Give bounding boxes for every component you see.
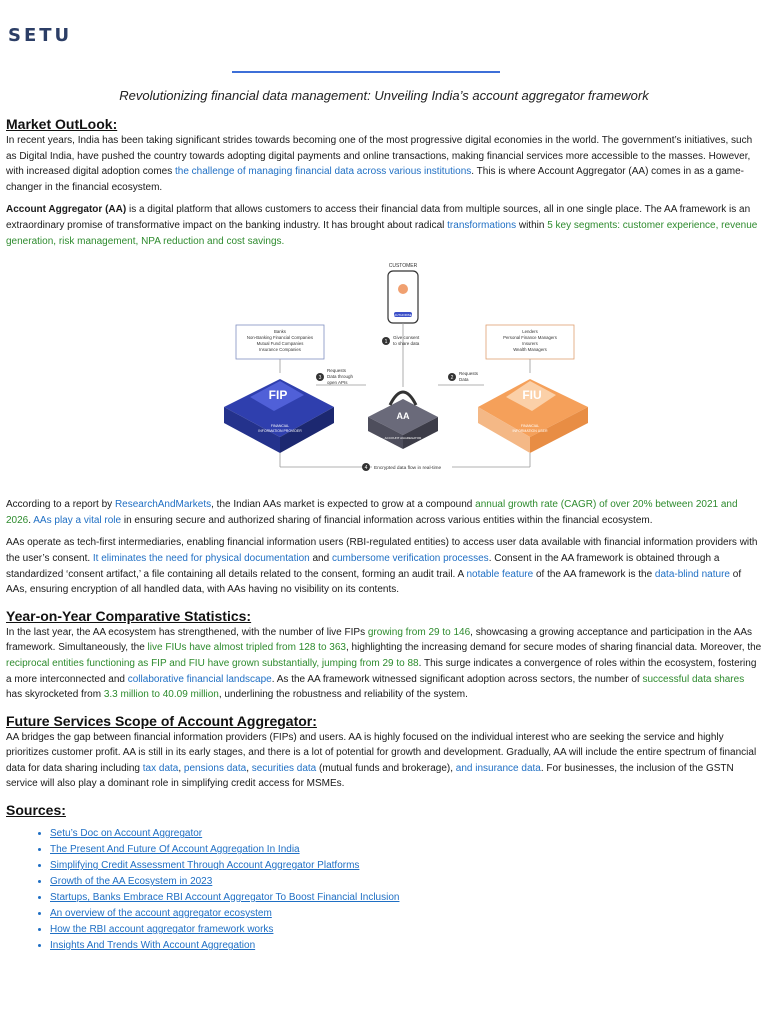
source-item[interactable]: • How the RBI account aggregator framework works bbox=[50, 922, 762, 938]
svg-text:Banks: Banks bbox=[274, 329, 286, 335]
svg-text:2: 2 bbox=[450, 375, 454, 382]
svg-text:AUTHORISE: AUTHORISE bbox=[394, 313, 412, 318]
svg-text:FINANCIAL: FINANCIAL bbox=[270, 424, 290, 429]
inline-link[interactable]: cumbersome verification processes bbox=[331, 552, 489, 564]
document-body bbox=[6, 116, 762, 954]
source-item[interactable]: • Insights And Trends With Account Aggregation bbox=[50, 938, 762, 954]
svg-text:Non-Banking Financial Companie: Non-Banking Financial Companies bbox=[246, 335, 314, 341]
sources-heading: Sources: bbox=[6, 802, 66, 819]
inline-link[interactable]: and insurance data bbox=[455, 762, 541, 774]
svg-text:ACCOUNT AGGREGATOR: ACCOUNT AGGREGATOR bbox=[384, 436, 422, 441]
inline-link[interactable]: pensions data bbox=[183, 762, 247, 774]
svg-text:Encrypted data flow in real-ti: Encrypted data flow in real-time bbox=[374, 466, 442, 472]
svg-text:1: 1 bbox=[384, 339, 388, 346]
page-subtitle: Revolutionizing financial data management: Unveiling India’s account aggregator framework bbox=[119, 88, 649, 103]
svg-text:Data through: Data through bbox=[327, 374, 354, 380]
market-heading: Market OutLook: bbox=[6, 116, 118, 132]
sources-list bbox=[6, 826, 762, 954]
svg-text:Requests: Requests bbox=[327, 368, 347, 374]
inline-link[interactable]: ResearchAndMarkets bbox=[114, 499, 212, 511]
aa-framework-diagram bbox=[216, 257, 596, 485]
yoy-heading: Year-on-Year Comparative Statistics: bbox=[6, 607, 252, 624]
svg-text:FINANCIAL: FINANCIAL bbox=[520, 424, 540, 429]
svg-text:to share data: to share data bbox=[393, 341, 420, 347]
fip-label: FIP bbox=[268, 388, 288, 403]
source-item[interactable]: • Simplifying Credit Assessment Through Account Aggregator Platforms bbox=[50, 858, 762, 874]
svg-text:INFORMATION USER: INFORMATION USER bbox=[512, 429, 548, 434]
header-rule bbox=[232, 71, 500, 73]
market-paragraph-2: Account Aggregator (AA) is a digital platform that allows customers to access their financial data from multiple sources, all in one single place. The AA framework is an extraordinary promise of transformative impact on the banking industry. It has brought about radical transformations within 5 key segments: customer experience, revenue generation, risk management, NPA reduction and cost savings. bbox=[6, 204, 758, 247]
svg-text:4: 4 bbox=[364, 465, 368, 472]
user-icon bbox=[398, 284, 408, 294]
report-paragraph-2: AAs operate as tech-first intermediaries, enabling financial information users (RBI-regulated entities) to access user data available with financial information providers with the user’s consent. It eliminates the need for physical documentation and cumbersome verification processes. Consent in the AA framework is obtained through a standardized ‘consent artifact,’ a file containing all details related to the consent, forming an audit trail. A notable feature of the AA framework is the data-blind nature of AAs, ensuring encryption of all handled data, with AAs having no visibility on its contents. bbox=[6, 537, 758, 596]
svg-text:Insurers: Insurers bbox=[522, 341, 538, 347]
inline-link[interactable]: collaborative financial landscape bbox=[127, 673, 272, 685]
svg-text:Lenders: Lenders bbox=[522, 329, 538, 335]
svg-text:Wealth Managers: Wealth Managers bbox=[513, 347, 547, 353]
source-item[interactable]: • Growth of the AA Ecosystem in 2023 bbox=[50, 874, 762, 890]
source-item[interactable]: • Startups, Banks Embrace RBI Account Aggregator To Boost Financial Inclusion bbox=[50, 890, 762, 906]
inline-link[interactable]: data-blind nature bbox=[654, 568, 730, 580]
source-item[interactable]: • The Present And Future Of Account Aggregation In India bbox=[50, 842, 762, 858]
yoy-paragraph: In the last year, the AA ecosystem has strengthened, with the number of live FIPs growing from 29 to 146, showcasing a growing acceptance and participation in the AAs framework. Simultaneously, the live FIUs have almost tripled from 128 to 363, highlighting the increasing demand for secure modes of sharing financial data. Moreover, the reciprocal entities functioning as FIP and FIU have grown substantially, jumping from 29 to 88. This surge indicates a convergence of roles within the ecosystem, fostering a more interconnected and collaborative financial landscape. As the AA framework witnessed significant adoption across sectors, the number of successful data shares has skyrocketed from 3.3 million to 40.09 million, underlining the robustness and reliability of the system. bbox=[6, 626, 762, 701]
highlight-text: 5 key segments: customer experience, revenue generation, risk management, NPA reduction and cost savings. bbox=[6, 219, 758, 247]
inline-link[interactable]: AAs play a vital role bbox=[33, 514, 122, 526]
source-item[interactable]: • An overview of the account aggregator ecosystem bbox=[50, 906, 762, 922]
future-heading: Future Services Scope of Account Aggregator: bbox=[6, 712, 317, 729]
source-item[interactable]: • Setu’s Doc on Account Aggregator bbox=[50, 826, 762, 842]
report-paragraph-1: According to a report by ResearchAndMarkets, the Indian AAs market is expected to grow at a compound annual growth rate (CAGR) of over 20% between 2021 and 2026. AAs play a vital role in ensuring secure and authorized sharing of financial information across various entities within the financial ecosystem. bbox=[6, 499, 738, 526]
svg-text:Requests: Requests bbox=[459, 371, 479, 377]
svg-text:open APIs: open APIs bbox=[327, 380, 348, 386]
svg-text:3: 3 bbox=[318, 375, 322, 382]
future-paragraph: AA bridges the gap between financial information providers (FIPs) and users. AA is highly focused on the individual interest who are seeking the service and highly prioritizes customer profit. AA is still in its early stages, and there is a lot of potential for growth and development. Gradually, AA will include the entire spectrum of financial data for data sharing including tax data, pensions data, securities data (mutual funds and brokerage), and insurance data. For businesses, the inclusion of the GSTN service will also play a dominant role in simplifying credit access for MSMEs. bbox=[6, 731, 757, 790]
svg-text:Personal Finance Managers: Personal Finance Managers bbox=[503, 335, 557, 341]
inline-link[interactable]: notable feature bbox=[466, 568, 534, 580]
svg-text:INFORMATION PROVIDER: INFORMATION PROVIDER bbox=[258, 429, 302, 434]
svg-text:Data: Data bbox=[459, 377, 469, 383]
fiu-label: FIU bbox=[522, 388, 542, 403]
inline-link[interactable]: securities data bbox=[251, 762, 317, 774]
svg-text:SETU: SETU bbox=[8, 26, 73, 44]
setu-logo bbox=[8, 26, 88, 49]
customer-label: CUSTOMER bbox=[388, 263, 418, 270]
svg-text:Insurance Companies: Insurance Companies bbox=[259, 347, 301, 353]
market-paragraph-1: In recent years, India has been taking significant strides towards becoming one of the most progressive digital economies in the world. The government’s initiatives, such as Digital India, have pushed the country towards adopting digital payments and online transactions, making financial services more accessible to the masses. However, with increased digital adoption comes the challenge of managing financial data across various institutions. This is where Account Aggregator (AA) comes in as a game-changer in the financial ecosystem. bbox=[6, 135, 753, 193]
svg-text:Give consent: Give consent bbox=[393, 335, 420, 341]
svg-text:Mutual Fund Companies: Mutual Fund Companies bbox=[256, 341, 304, 347]
inline-link[interactable]: the challenge of managing financial data across various institutions bbox=[174, 166, 472, 178]
inline-link[interactable]: It eliminates the need for physical documentation bbox=[92, 552, 310, 564]
highlight-text: annual growth rate (CAGR) of over 20% between 2021 and 2026 bbox=[6, 499, 738, 526]
inline-link[interactable]: transformations bbox=[447, 219, 517, 231]
inline-link[interactable]: tax data bbox=[142, 762, 179, 774]
aa-label: AA bbox=[396, 411, 410, 422]
